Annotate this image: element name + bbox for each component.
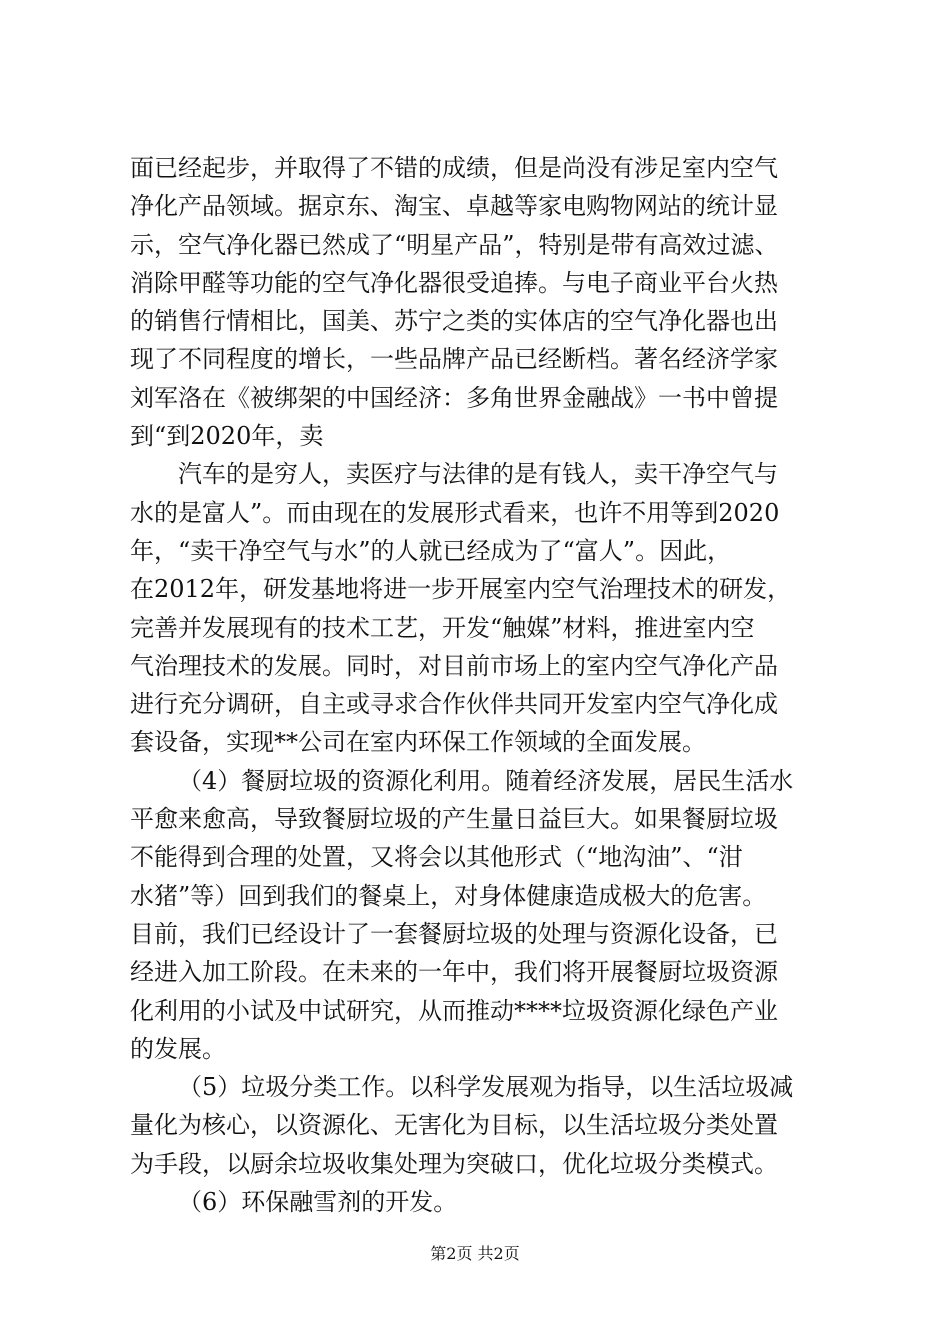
text-line: （6）环保融雪剂的开发。 xyxy=(178,1188,458,1217)
text-line: 量化为核心，以资源化、无害化为目标，以生活垃圾分类处置 xyxy=(130,1111,778,1140)
text-line: 平愈来愈高，导致餐厨垃圾的产生量日益巨大。如果餐厨垃圾 xyxy=(130,805,778,834)
text-line: 进行充分调研，自主或寻求合作伙伴共同开发室内空气净化成 xyxy=(130,690,778,719)
text-line: 示，空气净化器已然成了“明星产品”，特别是带有高效过滤、 xyxy=(130,230,779,259)
text-line: 刘军洛在《被绑架的中国经济：多角世界金融战》一书中曾提 xyxy=(130,383,778,412)
text-line: 面已经起步，并取得了不错的成绩，但是尚没有涉足室内空气 xyxy=(130,154,778,182)
text-line: 年，“卖干净空气与水”的人就已经成为了“富人”。因此， xyxy=(130,536,732,565)
text-line: 目前，我们已经设计了一套餐厨垃圾的处理与资源化设备，已 xyxy=(130,919,778,948)
text-line: 消除甲醛等功能的空气净化器很受追捧。与电子商业平台火热 xyxy=(130,268,778,297)
text-line: 到“到2020年，卖 xyxy=(130,422,324,451)
page-footer: 第2页 共2页 xyxy=(430,1244,520,1263)
text-line: 现了不同程度的增长，一些品牌产品已经断档。著名经济学家 xyxy=(130,345,778,374)
text-line: 为手段，以厨余垃圾收集处理为突破口，优化垃圾分类模式。 xyxy=(130,1149,778,1178)
text-line: 不能得到合理的处置，又将会以其他形式（“地沟油”、“泔 xyxy=(130,843,743,872)
text-line: 气治理技术的发展。同时，对目前市场上的室内空气净化产品 xyxy=(130,651,778,680)
text-line: 在2012年，研发基地将进一步开展室内空气治理技术的研发， xyxy=(130,575,792,604)
text-line: （4）餐厨垃圾的资源化利用。随着经济发展，居民生活水 xyxy=(178,766,794,795)
text-line: 净化产品领域。据京东、淘宝、卓越等家电购物网站的统计显 xyxy=(130,192,778,221)
text-line: 套设备，实现**公司在室内环保工作领域的全面发展。 xyxy=(130,728,706,757)
text-line: 汽车的是穷人，卖医疗与法律的是有钱人，卖干净空气与 xyxy=(178,460,778,489)
text-line: （5）垃圾分类工作。以科学发展观为指导，以生活垃圾减 xyxy=(178,1073,794,1102)
text-line: 的销售行情相比，国美、苏宁之类的实体店的空气净化器也出 xyxy=(130,307,778,336)
text-line: 经进入加工阶段。在未来的一年中，我们将开展餐厨垃圾资源 xyxy=(130,958,778,987)
text-line: 水的是富人”。而由现在的发展形式看来，也许不用等到2020 xyxy=(130,498,780,527)
body-text xyxy=(130,149,830,1221)
text-line: 的发展。 xyxy=(130,1034,226,1063)
text-line: 化利用的小试及中试研究，从而推动****垃圾资源化绿色产业 xyxy=(130,996,778,1025)
text-line: 水猪”等）回到我们的餐桌上，对身体健康造成极大的危害。 xyxy=(130,881,767,910)
text-line: 完善并发展现有的技术工艺，开发“触媒”材料，推进室内空 xyxy=(130,613,755,642)
